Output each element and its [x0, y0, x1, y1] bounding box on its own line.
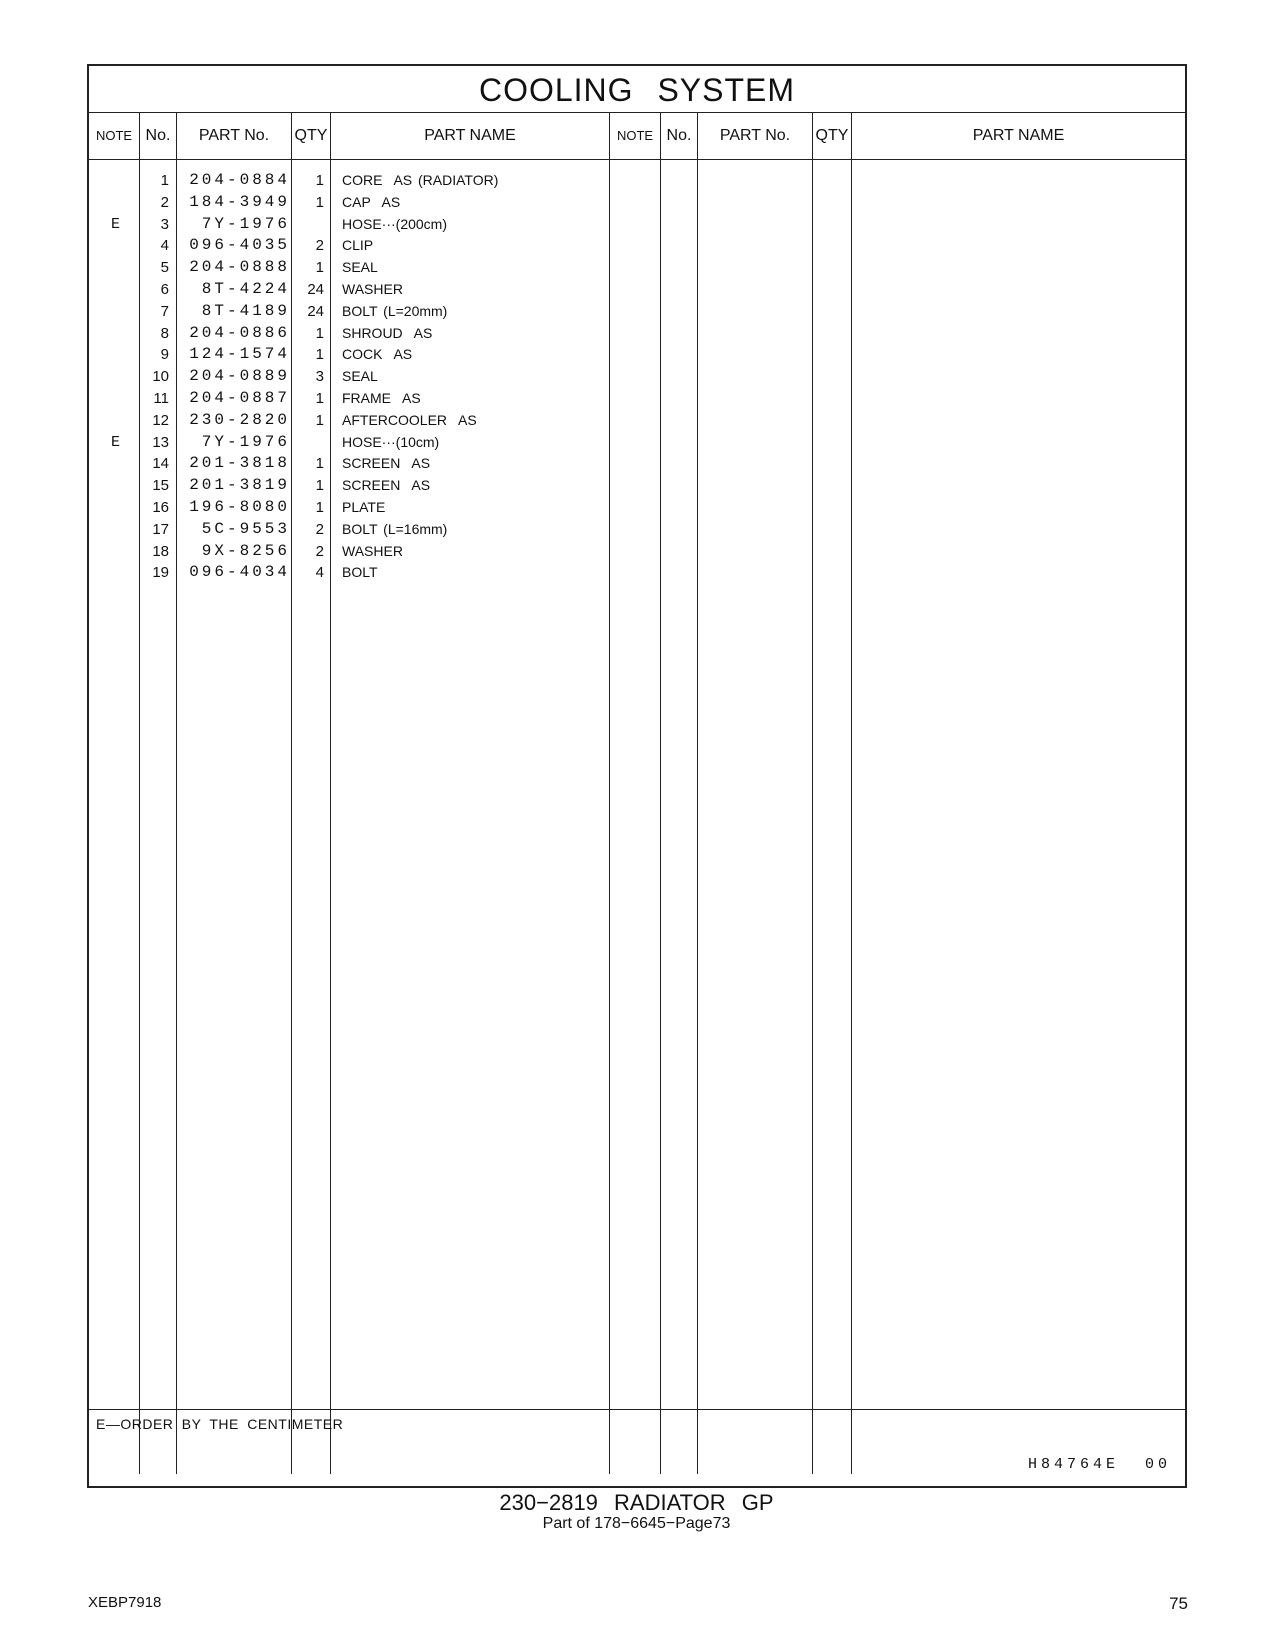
row-item-number: 10 [152, 368, 169, 386]
row-item-number: 3 [160, 215, 169, 233]
table-row [89, 234, 1185, 257]
row-part-number: 204-0889 [189, 367, 290, 386]
row-note [89, 561, 142, 584]
row-part-number: 096-4035 [189, 236, 290, 255]
row-quantity: 1 [315, 455, 324, 473]
table-row [89, 191, 1185, 214]
row-part-name: PLATE [342, 499, 386, 515]
row-note [89, 300, 142, 323]
row-quantity: 1 [315, 411, 324, 429]
row-part-number: 230-2820 [189, 410, 290, 429]
row-part-number: 8T-4224 [201, 280, 290, 298]
row-item-number: 7 [160, 302, 169, 320]
table-row [89, 213, 1185, 236]
row-note [89, 169, 142, 192]
row-part-number: 7Y-1976 [201, 432, 290, 451]
table-row [89, 169, 1185, 192]
row-part-number: 204-0886 [189, 323, 290, 342]
row-item-number: 8 [160, 324, 169, 342]
row-quantity: 1 [315, 172, 324, 189]
document-id: XEBP7918 [88, 1594, 162, 1611]
row-note [89, 365, 142, 388]
row-part-number: 8T-4189 [201, 301, 290, 320]
row-item-number: 2 [160, 193, 169, 211]
row-item-number: 17 [152, 520, 169, 538]
row-quantity [291, 213, 324, 236]
row-note [89, 496, 142, 519]
row-note [89, 191, 142, 214]
row-part-number: 196-8080 [189, 498, 290, 516]
row-part-name: BOLT (L=20mm) [342, 302, 448, 319]
header-no-right: No. [666, 127, 692, 144]
row-part-number: 124-1574 [189, 345, 290, 364]
row-part-name: HOSE···(10cm) [342, 433, 440, 450]
header-part-name-left: PART NAME [424, 127, 516, 144]
row-note [89, 474, 142, 497]
row-item-number: 14 [152, 455, 169, 473]
table-row [89, 431, 1185, 454]
row-item-number: 19 [152, 564, 169, 582]
row-item-number: 16 [152, 499, 169, 516]
footer-code: H84764E 00 [1027, 1456, 1171, 1473]
row-quantity: 2 [315, 520, 324, 538]
header-no-left: No. [145, 127, 171, 144]
row-quantity [291, 431, 324, 454]
table-row [89, 474, 1185, 497]
table-row [89, 278, 1185, 301]
row-quantity: 1 [315, 259, 324, 277]
table-row [89, 256, 1185, 279]
header-part-no-left: PART No. [198, 127, 270, 144]
sheet-title: COOLING SYSTEM [89, 66, 1185, 113]
row-part-name: CORE AS (RADIATOR) [342, 172, 499, 188]
table-row [89, 365, 1185, 388]
parts-sheet [87, 64, 1187, 1488]
header-part-no-right: PART No. [719, 127, 791, 144]
row-quantity: 24 [307, 281, 324, 298]
row-item-number: 9 [160, 346, 169, 364]
row-note [89, 387, 142, 410]
row-item-number: 6 [160, 281, 169, 298]
table-row [89, 561, 1185, 584]
row-item-number: 1 [160, 172, 169, 189]
row-part-name: SCREEN AS [342, 477, 431, 494]
row-part-name: AFTERCOOLER AS [342, 411, 477, 428]
row-quantity: 1 [315, 324, 324, 342]
row-part-number: 184-3949 [189, 192, 290, 211]
row-note [89, 256, 142, 279]
page-number: 75 [1169, 1594, 1188, 1613]
row-note: E [110, 433, 120, 451]
row-quantity: 1 [315, 346, 324, 364]
footer-divider [89, 1409, 1185, 1410]
footer-note: E—ORDER BY THE CENTIMETER [96, 1416, 344, 1432]
row-note [89, 234, 142, 257]
row-quantity: 1 [315, 477, 324, 495]
header-qty-right: QTY [815, 127, 849, 144]
row-quantity: 3 [315, 368, 324, 386]
row-item-number: 18 [152, 542, 169, 560]
row-quantity: 24 [307, 302, 324, 320]
row-part-number: 204-0887 [189, 389, 290, 407]
header-qty-left: QTY [294, 127, 328, 144]
row-part-number: 096-4034 [189, 563, 290, 582]
table-row [89, 518, 1185, 541]
row-part-name: CAP AS [342, 193, 401, 210]
table-header [89, 112, 1185, 160]
row-item-number: 12 [152, 411, 169, 429]
header-note-right: NOTE [616, 128, 654, 143]
row-part-name: CLIP [342, 237, 374, 254]
row-part-number: 201-3818 [189, 454, 290, 473]
row-part-name: WASHER [342, 281, 403, 297]
table-row [89, 496, 1185, 519]
row-quantity: 1 [315, 193, 324, 211]
row-part-name: SCREEN AS [342, 455, 431, 472]
row-part-number: 7Y-1976 [201, 214, 290, 233]
row-item-number: 5 [160, 259, 169, 277]
row-note [89, 409, 142, 432]
row-item-number: 13 [152, 433, 169, 451]
group-title: 230−2819 RADIATOR GP [499, 1490, 774, 1515]
row-part-name: SHROUD AS [342, 324, 433, 341]
row-note [89, 322, 142, 345]
header-part-name-right: PART NAME [972, 127, 1065, 144]
row-part-number: 204-0884 [189, 171, 290, 189]
row-quantity: 1 [315, 499, 324, 516]
row-note [89, 540, 142, 563]
row-quantity: 4 [315, 564, 324, 582]
row-part-name: COCK AS [342, 346, 413, 363]
row-part-number: 5C-9553 [201, 519, 290, 538]
row-note: E [110, 215, 120, 233]
row-part-name: BOLT [342, 564, 378, 581]
row-item-number: 11 [153, 390, 169, 407]
table-row [89, 540, 1185, 563]
row-part-number: 201-3819 [189, 476, 290, 495]
table-row [89, 343, 1185, 366]
row-part-name: HOSE···(200cm) [342, 215, 448, 232]
row-note [89, 518, 142, 541]
row-part-number: 204-0888 [189, 258, 290, 277]
table-row [89, 387, 1185, 410]
row-quantity: 1 [315, 390, 324, 407]
table-row [89, 322, 1185, 345]
parts-list [89, 159, 1185, 1473]
group-reference: Part of 178−6645−Page73 [542, 1515, 731, 1532]
row-note [89, 343, 142, 366]
row-part-name: SEAL [342, 259, 378, 276]
table-row [89, 300, 1185, 323]
row-part-name: FRAME AS [342, 390, 421, 406]
row-quantity: 2 [315, 237, 324, 255]
table-row [89, 452, 1185, 475]
row-part-name: BOLT (L=16mm) [342, 520, 448, 537]
row-quantity: 2 [315, 542, 324, 560]
row-note [89, 452, 142, 475]
row-item-number: 4 [160, 237, 169, 255]
row-part-name: SEAL [342, 368, 378, 385]
table-row [89, 409, 1185, 432]
header-note-left: NOTE [95, 128, 133, 143]
row-note [89, 278, 142, 301]
row-part-name: WASHER [342, 542, 403, 559]
row-part-number: 9X-8256 [201, 541, 290, 560]
row-item-number: 15 [152, 477, 169, 495]
